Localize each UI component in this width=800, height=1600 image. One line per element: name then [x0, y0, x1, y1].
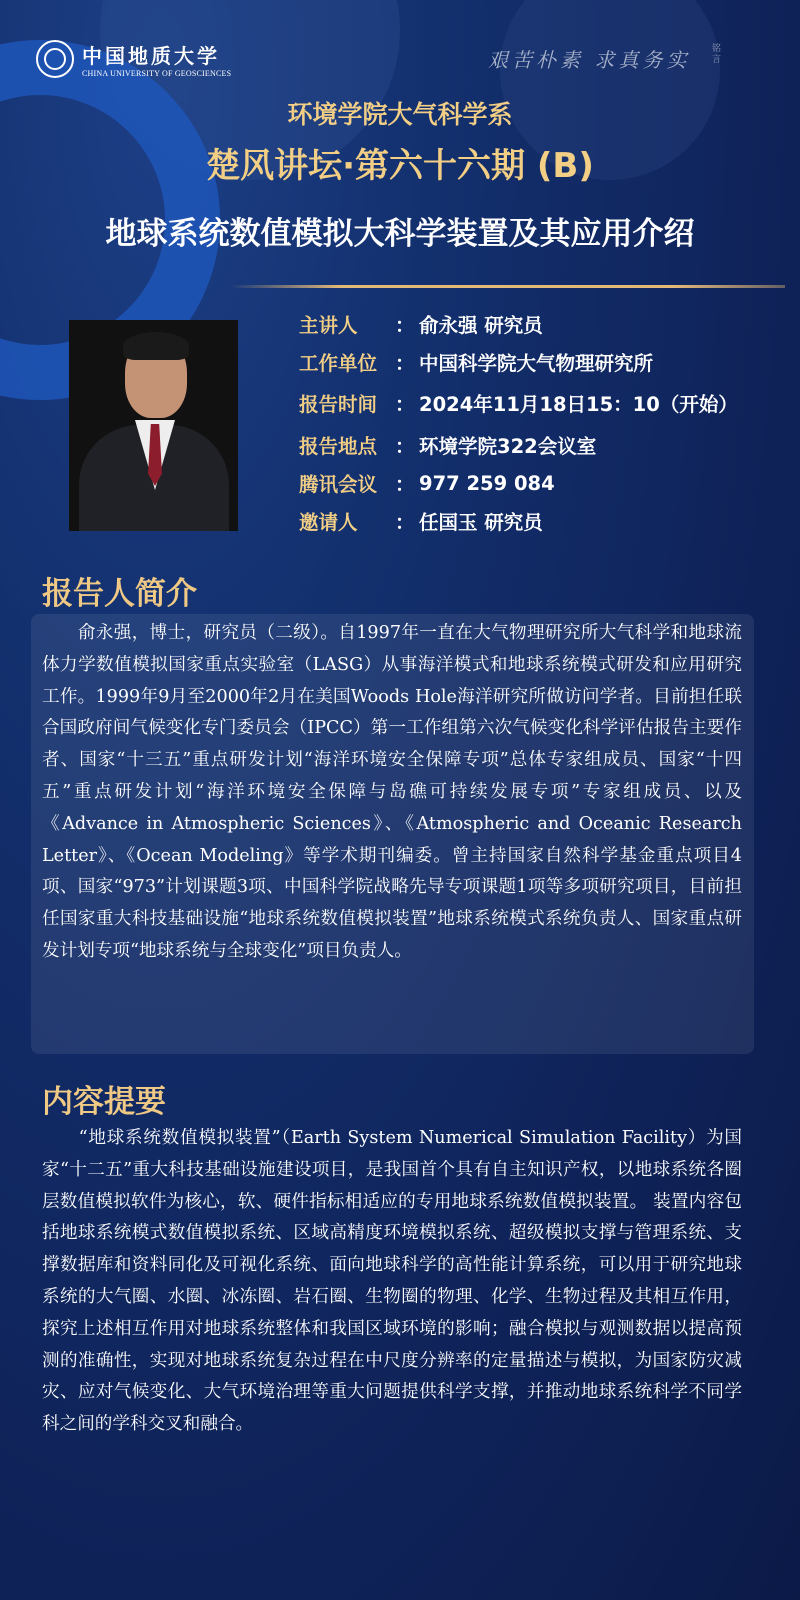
- detail-label: 报告地点: [299, 435, 378, 458]
- motto-seal: 铭言: [712, 44, 722, 65]
- detail-value: 俞永强 研究员: [419, 314, 543, 337]
- detail-separator: ：: [395, 314, 415, 337]
- detail-label: 工作单位: [299, 352, 378, 375]
- speaker-photo: [69, 320, 238, 531]
- detail-host: [299, 507, 543, 535]
- detail-affiliation: [299, 348, 653, 376]
- detail-label: 主讲人: [299, 314, 358, 337]
- detail-value: 环境学院322会议室: [419, 435, 597, 458]
- detail-separator: ：: [395, 473, 415, 496]
- detail-time: [299, 389, 738, 417]
- detail-value: 任国玉 研究员: [419, 511, 543, 534]
- university-emblem-icon: [36, 40, 74, 78]
- detail-label: 邀请人: [299, 511, 358, 534]
- detail-separator: ：: [395, 435, 415, 458]
- divider: [230, 285, 785, 288]
- detail-label: 报告时间: [299, 393, 378, 416]
- detail-separator: ：: [395, 393, 415, 416]
- lecture-title: 地球系统数值模拟大科学装置及其应用介绍: [105, 216, 695, 252]
- detail-speaker: [299, 310, 543, 338]
- detail-tencent-meeting: [299, 469, 555, 497]
- detail-value: 977 259 084: [419, 471, 555, 495]
- summary-heading: 内容提要: [42, 1084, 166, 1120]
- detail-separator: ：: [395, 511, 415, 534]
- detail-value: 2024年11月18日15：10（开始）: [419, 393, 738, 416]
- summary-text: “地球系统数值模拟装置”（Earth System Numerical Simulation Facility）为国家“十二五”重大科技基础设施建设项目，是我国首个具有自主知识产权，以地球系统各圈层数值模拟软件为核心，软、硬件指标相适应的专用地球系统数值模拟装置。 装置内容包括地球系统模式数值模拟系统、区域高精度环境模拟系统、超级模拟支撑与管理系统、支撑数据库和资料同化及可视化系统、面向地球科学的高性能计算系统，可以用于研究地球系统的大气圈、水圈、冰冻圈、岩石圈、生物圈的物理、化学、生物过程及其相互作用，探究上述相互作用对地球系统整体和我国区域环境的影响；融合模拟与观测数据以提高预测的准确性，实现对地球系统复杂过程在中尺度分辨率的定量描述与模拟，为国家防灾减灾、应对气候变化、大气环境治理等重大问题提供科学支撑，并推动地球系统科学不同学科之间的学科交叉和融合。: [42, 1128, 742, 1435]
- detail-separator: ：: [395, 352, 415, 375]
- lecture-series: 楚风讲坛·第六十六期 (B): [206, 146, 594, 186]
- detail-location: [299, 431, 596, 459]
- logo-english-name: CHINA UNIVERSITY OF GEOSCIENCES: [82, 69, 232, 78]
- bio-heading: 报告人简介: [42, 576, 197, 612]
- logo-chinese-name: 中国地质大学: [82, 44, 220, 68]
- university-motto: 艰苦朴素 求真务实: [488, 48, 691, 72]
- department-name: 环境学院大气科学系: [287, 100, 513, 129]
- detail-value: 中国科学院大气物理研究所: [419, 352, 654, 375]
- bio-text: 俞永强，博士，研究员（二级）。自1997年一直在大气物理研究所大气科学和地球流体力学数值模拟国家重点实验室（LASG）从事海洋模式和地球系统模式研发和应用研究工作。1999年9月至2000年2月在美国Woods Hole海洋研究所做访问学者。目前担任联合国政府间气候变化专门委员会（IPCC）第一工作组第六次气候变化科学评估报告主要作者、国家“十三五”重点研发计划“海洋环境安全保障专项”总体专家组成员、国家“十四五”重点研发计划“海洋环境安全保障与岛礁可持续发展专项”专家组成员、以及《Advance in Atmospheric Sciences》、《Atmospheric and Oceanic Research Letter》、《Ocean Modeling》等学术期刊编委。曾主持国家自然科学基金重点项目4项、国家“973”计划课题3项、中国科学院战略先导专项课题1项等多项研究项目，目前担任国家重大科技基础设施“地球系统数值模拟装置”地球系统模式系统负责人、国家重点研发计划专项“地球系统与全球变化”项目负责人。: [42, 623, 742, 961]
- university-logo: [36, 40, 231, 78]
- detail-label: 腾讯会议: [299, 473, 378, 496]
